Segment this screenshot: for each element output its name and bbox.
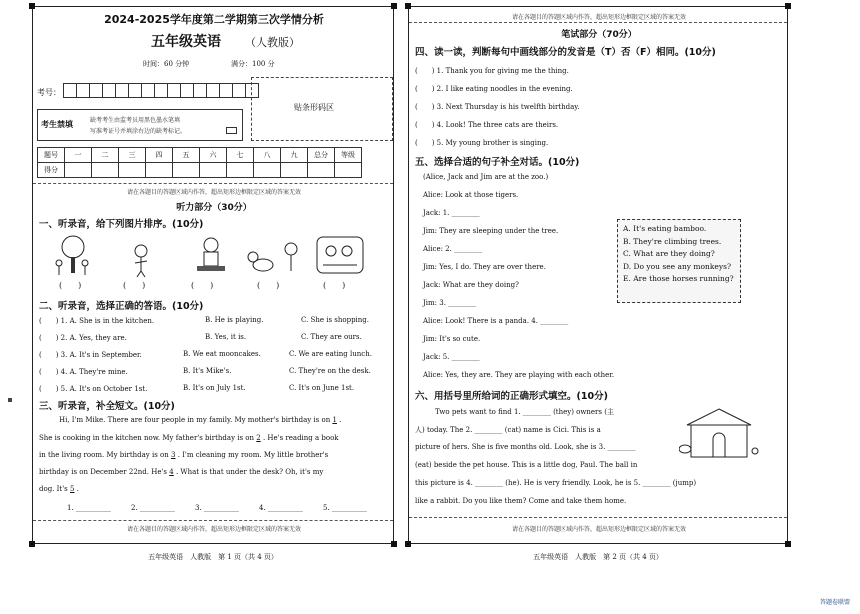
corner-mark — [29, 541, 35, 547]
q5-option-b: B. They're climbing trees. — [623, 236, 722, 246]
q5-option-d: D. Do you see any monkeys? — [623, 261, 731, 271]
q1-bracket-4[interactable]: ( ) — [257, 281, 280, 290]
notice-top: 请在各题目的答题区域内作答，超出矩形边框限定区域的答案无效 — [511, 14, 686, 21]
q5-title: 五、选择合适的句子补全对话。(10分) — [415, 157, 580, 168]
q5-line-3: Jack: 1. ________ — [423, 209, 480, 217]
q3-answer-5[interactable]: 5. __________ — [323, 504, 367, 512]
banned-label: 考生禁填 — [41, 119, 73, 129]
q6-line-6: like a rabbit. Do you like them? Come and take them home. — [415, 497, 627, 505]
q3-answer-1[interactable]: 1. __________ — [67, 504, 111, 512]
dog-and-kid-picture — [248, 243, 297, 271]
q6-line-1: Two pets want to find 1. ________ (they) owners (主 — [435, 408, 614, 416]
watermark-logo: 答题卷联盟 — [820, 599, 851, 606]
q4-item-1: ( ) 1. Thank you for giving me the thing. — [415, 67, 569, 75]
q5-line-8: Jim: 3. ________ — [423, 299, 477, 307]
q6-line-2: 人) today. The 2. ________ (cat) name is Cici. This is a — [415, 426, 601, 434]
q4-item-2: ( ) 2. I like eating noodles in the evening. — [415, 85, 573, 93]
listening-title: 听力部分（30分） — [176, 203, 252, 213]
q4-item-3: ( ) 3. Next Thursday is his twelfth birthday. — [415, 103, 580, 111]
pet-house-picture — [679, 405, 759, 461]
q2-title: 二、听录音，选择正确的答语。(10分) — [39, 301, 204, 312]
q3-title: 三、听录音，补全短文。(10分) — [39, 401, 175, 412]
notice-bottom: 请在各题目的答题区域内作答，超出矩形边框限定区域的答案无效 — [511, 526, 686, 533]
q5-line-9: Alice: Look! There is a panda. 4. ________ — [423, 317, 569, 325]
q4-title: 四、读一读，判断每句中画线部分的发音是（T）否（F）相同。(10分) — [415, 47, 716, 58]
q6-title: 六、用括号里所给词的正确形式填空。(10分) — [415, 391, 608, 402]
q5-line-7: Jack: What are they doing? — [423, 281, 519, 289]
q4-item-4: ( ) 4. Look! The three cats are theirs. — [415, 121, 559, 129]
q5-option-e: E. Are those horses running? — [623, 274, 734, 283]
barcode-area — [251, 77, 393, 141]
q4-item-5: ( ) 5. My young brother is singing. — [415, 139, 549, 147]
tree-kids-picture — [56, 236, 88, 275]
q3-line-5: dog. It's 5 . — [39, 485, 79, 493]
q3-mark-3: 3 — [171, 451, 176, 459]
q5-line-6: Jim: Yes, I do. They are over there. — [423, 263, 546, 271]
q3-line-4: birthday is on December 22nd. He's 4 . What is that under the desk? Oh, it's my — [39, 468, 324, 476]
written-title: 笔试部分（70分） — [561, 30, 637, 40]
q2-item-4: ( ) 4. A. They're mine. — [39, 368, 128, 376]
q5-options-box — [617, 219, 741, 303]
time-label: 时间：60 分钟 — [143, 60, 190, 68]
q3-line-3: in the living room. My birthday is on 3 . I'm cleaning my room. My little brother's — [39, 451, 329, 459]
corner-mark — [405, 3, 411, 9]
q6-line-5: this picture is 4. ________ (he). He is very friendly. Look, he is 5. ________ (jump) — [415, 479, 697, 487]
q3-answer-4[interactable]: 4. __________ — [259, 504, 303, 512]
corner-mark — [785, 3, 791, 9]
absent-mark-box[interactable] — [226, 127, 237, 134]
kid-picture — [135, 245, 147, 277]
full-score-label: 满分：100 分 — [231, 60, 275, 68]
banned-note-1: 缺考考生由监考员用黑色墨水笔填 — [90, 117, 181, 124]
exam-page-1: 2024-2025学年度第二学期第三次学情分析 五年级英语 （人教版） 时间：60 分钟 满分：100 分 考号： 贴条形码区 考生禁填 缺考考生由监考员用黑色墨水笔填 写准考证号并填涂右边的缺考标记。 题号 一 二 三 四 五 六 七 八 九 总分 等级 得分 请在各题目的答题区域内作答，超出矩形边框限定区域的答案无效 听力部分（30分） 一、听录音，给下列图片排序。(10分) ( ) ( ) ( ) ( ) ( ) 二、听录音，选择正确的答语。(10分) ( ) 1. A. She is in the kitchen. B. He is playing. C. She is shopping. ( ) 2. A. Yes, they are. B. Yes, it is. C. They are ours. ( ) 3. A. It's in September. B. We eat mooncakes. C. We are eating lunch. ( ) 4. A. They're mine. B. It's Mike's. C. They're on the desk. ( ) 5. A. It's on October 1st. B. It's on July 1st. C. It's on June 1st. 三、听录音，补全短文。(10分) Hi, I'm Mike. There are four people in my family. My mother's birthday is on 1 . She is cooking in the kitchen now. My father's birthday is on 2 . He's reading a book in the living room. My birthday is on 3 . I'm cleaning my room. My little brother's birthday is on December 22nd. He's 4 . What is that under the desk? Oh, it's my dog. It's 5 . 1. __________ 2. __________ 3. __________ 4. __________ 5. __________ 请在各题目的答题区域内作答，超出矩形边框限定区域的答案无效 — [32, 6, 394, 544]
q2-item-2: ( ) 2. A. Yes, they are. — [39, 334, 127, 342]
q3-answer-2[interactable]: 2. __________ — [131, 504, 175, 512]
q1-bracket-3[interactable]: ( ) — [191, 281, 214, 290]
q1-bracket-5[interactable]: ( ) — [323, 281, 346, 290]
page-2-footer: 五年级英语 人教版 第 2 页（共 4 页） — [533, 553, 663, 561]
q3-mark-4: 4 — [169, 468, 174, 476]
page-1-footer: 五年级英语 人教版 第 1 页（共 4 页） — [148, 553, 278, 561]
q1-bracket-2[interactable]: ( ) — [123, 281, 146, 290]
q3-mark-2: 2 — [256, 434, 261, 442]
q5-line-12: Alice: Yes, they are. They are playing with each other. — [423, 371, 615, 379]
score-table-header: 题号 一 二 三 四 五 六 七 八 九 总分 等级 — [38, 148, 362, 163]
q1-title: 一、听录音，给下列图片排序。(10分) — [39, 219, 204, 230]
subject-title: 五年级英语 — [151, 34, 221, 50]
q5-option-c: C. What are they doing? — [623, 249, 715, 258]
q5-line-1: (Alice, Jack and Jim are at the zoo.) — [423, 173, 549, 181]
corner-mark — [29, 3, 35, 9]
score-table-row: 得分 — [38, 163, 362, 178]
q3-answer-3[interactable]: 3. __________ — [195, 504, 239, 512]
score-table — [37, 147, 362, 178]
q2-item-5: ( ) 5. A. It's on October 1st. — [39, 385, 148, 393]
q5-line-5: Alice: 2. ________ — [423, 245, 483, 253]
q3-line-1: Hi, I'm Mike. There are four people in my family. My mother's birthday is on 1 . — [59, 416, 342, 424]
edition-label: （人教版） — [245, 36, 300, 49]
corner-mark — [785, 541, 791, 547]
q6-line-4: (eat) beside the pet house. This is a little dog, Paul. The ball in — [415, 461, 638, 469]
corner-mark — [405, 541, 411, 547]
banned-fill-box — [37, 109, 243, 141]
q3-mark-1: 1 — [332, 416, 337, 424]
q2-item-3: ( ) 3. A. It's in September. — [39, 351, 142, 359]
q5-line-11: Jack: 5. ________ — [423, 353, 480, 361]
q5-line-2: Alice: Look at those tigers. — [423, 191, 519, 199]
exam-number-boxes[interactable] — [63, 83, 258, 102]
barcode-label: 贴条形码区 — [294, 103, 334, 112]
q2-item-1: ( ) 1. A. She is in the kitchen. — [39, 317, 155, 325]
banned-note-2: 写准考证号并填涂右边的缺考标记。 — [90, 128, 187, 135]
q5-line-4: Jim: They are sleeping under the tree. — [423, 227, 559, 235]
q3-mark-5: 5 — [69, 485, 75, 493]
people-in-frame-picture — [317, 237, 363, 273]
q5-option-a: A. It's eating bamboo. — [623, 224, 707, 233]
notice-top: 请在各题目的答题区域内作答，超出矩形边框限定区域的答案无效 — [126, 189, 301, 196]
q6-line-3: picture of hers. She is five months old. Look, she is 3. ________ — [415, 443, 636, 451]
q3-line-2: She is cooking in the kitchen now. My father's birthday is on 2 . He's reading a book — [39, 434, 339, 442]
exam-title: 2024-2025学年度第二学期第三次学情分析 — [104, 13, 324, 26]
kid-on-bench-picture — [197, 238, 225, 271]
q1-bracket-1[interactable]: ( ) — [59, 281, 82, 290]
notice-bottom: 请在各题目的答题区域内作答，超出矩形边框限定区域的答案无效 — [126, 526, 301, 533]
q1-pictures — [51, 233, 369, 279]
margin-mark — [8, 398, 12, 402]
exam-number-label: 考号： — [37, 88, 61, 97]
corner-mark — [391, 3, 397, 9]
exam-page-2 — [408, 6, 788, 544]
corner-mark — [391, 541, 397, 547]
q5-line-10: Jim: It's so cute. — [423, 335, 481, 343]
